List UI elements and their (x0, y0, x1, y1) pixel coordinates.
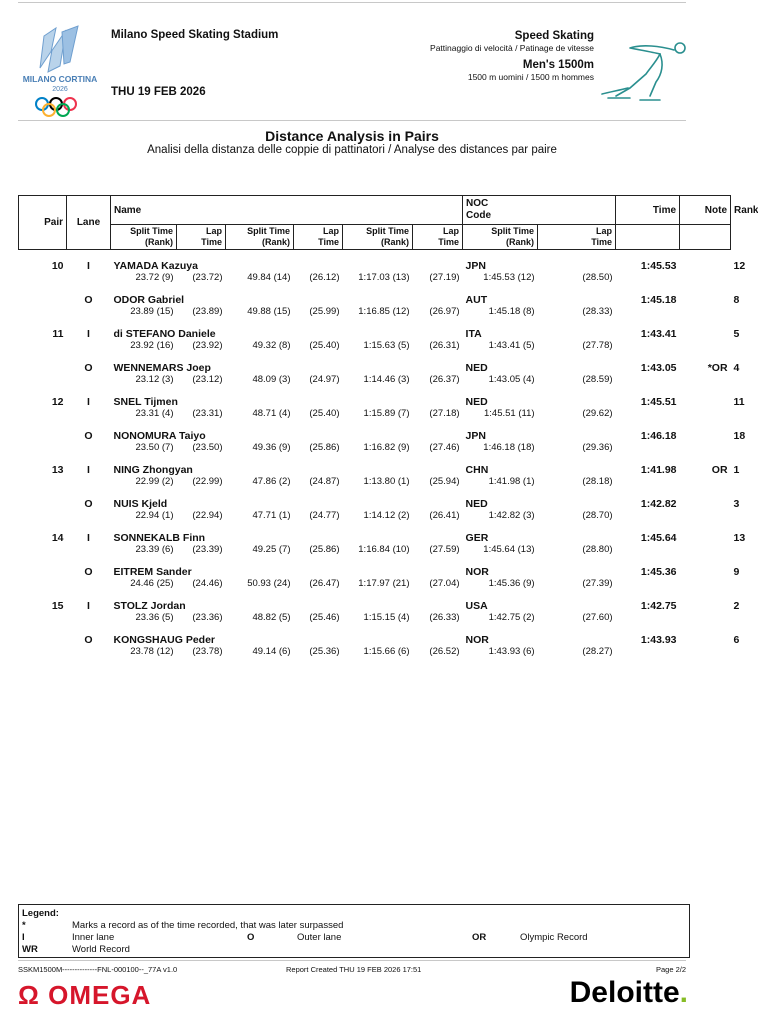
olympic-rings-icon (36, 98, 76, 116)
legend-text: Inner lane (72, 932, 115, 943)
lap-time-3: (26.33) (429, 612, 460, 623)
record-note (680, 596, 731, 612)
col-lap-2 (294, 225, 343, 250)
noc-code: ITA (465, 328, 482, 340)
lap-time-3: (27.18) (429, 408, 460, 419)
split-time-700m: 47.86 (2) (252, 476, 291, 487)
lane: I (87, 260, 90, 272)
col-split-1 (111, 225, 177, 250)
legend-text: Marks a record as of the time recorded, that was later surpassed (72, 920, 344, 931)
final-time: 1:46.18 (640, 430, 677, 442)
record-note (680, 256, 731, 272)
record-note (680, 494, 731, 510)
legend-title: Legend: (22, 908, 59, 919)
lap-time-1: (23.89) (192, 306, 223, 317)
report-subtitle: Analisi della distanza delle coppie di pattinatori / Analyse des distances par paire (147, 144, 557, 156)
lap-time-1: (23.31) (192, 408, 223, 419)
noc-code: NED (465, 362, 488, 374)
split-time-1100m: 1:17.03 (13) (358, 272, 410, 283)
results-table (18, 195, 758, 664)
col-lap-time-label: Time (591, 237, 613, 247)
split-time-1500m: 1:45.64 (13) (483, 544, 535, 555)
lap-time-1: (23.50) (192, 442, 223, 453)
record-note: OR (711, 464, 728, 476)
athlete-name: YAMADA Kazuya (113, 260, 198, 272)
lap-time-2: (25.86) (309, 544, 340, 555)
split-time-1100m: 1:15.15 (4) (363, 612, 410, 623)
split-time-300m: 23.72 (9) (135, 272, 174, 283)
pair-number (19, 494, 67, 510)
lane: O (84, 634, 93, 646)
lap-time-1: (24.46) (192, 578, 223, 589)
lap-time-2: (26.12) (309, 272, 340, 283)
split-time-1500m: 1:45.53 (12) (483, 272, 535, 283)
table-row: 15 I STOLZ Jordan USA 1:42.75 2 (19, 596, 731, 612)
lap-time-1: (22.94) (192, 510, 223, 521)
table-row: 11 I di STEFANO Daniele ITA 1:43.41 5 (19, 324, 731, 340)
final-time: 1:43.05 (640, 362, 677, 374)
col-lap-label: Lap (443, 226, 460, 236)
split-time-300m: 23.12 (3) (135, 374, 174, 385)
split-time-1500m: 1:42.75 (2) (488, 612, 535, 623)
split-time-700m: 49.14 (6) (252, 646, 291, 657)
split-time-700m: 50.93 (24) (247, 578, 291, 589)
athlete-name: STOLZ Jordan (113, 600, 186, 612)
col-split-2 (226, 225, 294, 250)
split-time-1100m: 1:16.85 (12) (358, 306, 410, 317)
lap-time-3: (26.41) (429, 510, 460, 521)
legend-symbol: * (22, 920, 26, 931)
final-time: 1:45.51 (640, 396, 677, 408)
split-time-300m: 24.46 (25) (130, 578, 174, 589)
split-time-1500m: 1:41.98 (1) (488, 476, 535, 487)
deloitte-dot: . (679, 976, 688, 1009)
lap-time-4: (28.27) (582, 646, 613, 657)
split-time-1500m: 1:43.41 (5) (488, 340, 535, 351)
lap-time-3: (26.52) (429, 646, 460, 657)
sport-title: Speed Skating (514, 30, 594, 42)
lap-time-4: (28.70) (582, 510, 613, 521)
split-time-1500m: 1:45.18 (8) (488, 306, 535, 317)
lane: O (84, 498, 93, 510)
table-row: 13 I NING Zhongyan CHN 1:41.98 OR 1 (19, 460, 731, 476)
lap-time-2: (25.46) (309, 612, 340, 623)
lap-time-2: (24.87) (309, 476, 340, 487)
split-time-1500m: 1:45.36 (9) (488, 578, 535, 589)
noc-code: JPN (465, 260, 486, 272)
col-lap-time-label: Time (318, 237, 339, 247)
pair-number: 11 (52, 328, 64, 340)
lap-time-1: (23.39) (192, 544, 223, 555)
lap-time-4: (29.62) (582, 408, 613, 419)
legend-symbol: WR (22, 944, 38, 955)
col-blank-note (616, 225, 680, 250)
noc-code: USA (465, 600, 488, 612)
record-note (680, 562, 731, 578)
lane: I (87, 328, 90, 340)
col-lap-label: Lap (322, 226, 339, 236)
col-lap-1 (177, 225, 226, 250)
col-lap-label: Lap (205, 226, 222, 236)
split-time-300m: 23.78 (12) (130, 646, 174, 657)
record-note: *OR (707, 362, 728, 374)
report-title: Distance Analysis in Pairs (265, 128, 439, 144)
lap-time-3: (27.59) (429, 544, 460, 555)
noc-code: GER (465, 532, 489, 544)
pair-number (19, 290, 67, 306)
split-time-700m: 49.25 (7) (252, 544, 291, 555)
col-blank-rank (680, 225, 731, 250)
athlete-name: EITREM Sander (113, 566, 192, 578)
noc-code: NOR (465, 634, 489, 646)
split-time-700m: 49.32 (8) (252, 340, 291, 351)
lane: I (87, 464, 90, 476)
split-time-700m: 48.82 (5) (252, 612, 291, 623)
event-info (430, 30, 594, 82)
noc-code: JPN (465, 430, 486, 442)
split-time-1100m: 1:15.66 (6) (363, 646, 410, 657)
table-row: O KONGSHAUG Peder NOR 1:43.93 6 (19, 630, 731, 646)
col-split-rank-label: (Rank) (380, 237, 409, 247)
col-lap-time-label: Time (438, 237, 460, 247)
lap-time-2: (26.47) (309, 578, 340, 589)
lap-time-1: (23.12) (192, 374, 223, 385)
legend-symbol: I (22, 932, 25, 943)
split-row (19, 442, 731, 460)
col-pair: Pair (19, 196, 67, 250)
footer-rule (18, 960, 686, 961)
logo-text: MILANO CORTINA (22, 74, 98, 84)
athlete-name: di STEFANO Daniele (113, 328, 216, 340)
split-row (19, 612, 731, 630)
split-time-1500m: 1:45.51 (11) (484, 408, 535, 419)
lap-time-3: (27.19) (429, 272, 460, 283)
lap-time-3: (26.37) (429, 374, 460, 385)
lap-time-4: (29.36) (582, 442, 613, 453)
table-row: O NONOMURA Taiyo JPN 1:46.18 18 (19, 426, 731, 442)
logo-mark (40, 26, 78, 72)
split-time-1500m: 1:43.93 (6) (488, 646, 535, 657)
lap-time-3: (26.31) (429, 340, 460, 351)
noc-code: CHN (465, 464, 489, 476)
omega-wordmark: OMEGA (48, 980, 152, 1010)
split-row (19, 340, 731, 358)
milano-cortina-logo (18, 22, 102, 118)
omega-logo (18, 980, 151, 1011)
final-time: 1:43.93 (640, 634, 677, 646)
split-time-700m: 48.09 (3) (252, 374, 291, 385)
lap-time-2: (25.40) (309, 340, 340, 351)
report-created: Report Created THU 19 FEB 2026 17:51 (286, 965, 422, 974)
col-split-3 (343, 225, 413, 250)
lane: O (84, 566, 93, 578)
lap-time-4: (28.18) (582, 476, 613, 487)
lane: I (87, 600, 90, 612)
pair-number (19, 562, 67, 578)
lane: O (84, 362, 93, 374)
col-lap-4 (538, 225, 616, 250)
col-split-rank-label: (Rank) (261, 237, 290, 247)
table-row: O WENNEMARS Joep NED 1:43.05 *OR 4 (19, 358, 731, 374)
legend-symbol: OR (472, 932, 487, 943)
split-time-300m: 23.36 (5) (135, 612, 174, 623)
deloitte-wordmark: Deloitte (569, 976, 680, 1009)
col-noc-line1: NOC (466, 198, 489, 209)
split-time-1100m: 1:17.97 (21) (358, 578, 410, 589)
split-row (19, 374, 731, 392)
col-lap-time-label: Time (201, 237, 222, 247)
lap-time-2: (25.36) (309, 646, 340, 657)
split-row (19, 408, 731, 426)
lap-time-4: (28.59) (582, 374, 613, 385)
col-split-label: Split Time (366, 226, 409, 236)
lap-time-2: (24.97) (309, 374, 340, 385)
lap-time-4: (27.60) (582, 612, 613, 623)
lap-time-4: (27.39) (582, 578, 613, 589)
col-lane: Lane (67, 196, 111, 250)
split-time-1100m: 1:14.12 (2) (363, 510, 410, 521)
page-number: Page 2/2 (655, 965, 686, 974)
col-split-label: Split Time (130, 226, 173, 236)
split-time-1100m: 1:14.46 (3) (363, 374, 410, 385)
col-time: Time (616, 196, 680, 225)
lap-time-1: (23.72) (192, 272, 223, 283)
final-time: 1:45.53 (640, 260, 677, 272)
document-code: SSKM1500M--------------FNL-000100--_77A v1.0 (18, 965, 178, 974)
pair-number: 14 (51, 532, 64, 544)
split-time-300m: 23.50 (7) (135, 442, 174, 453)
athlete-name: NING Zhongyan (113, 464, 193, 476)
split-time-700m: 47.71 (1) (252, 510, 291, 521)
lap-time-3: (27.04) (429, 578, 460, 589)
legend-text: Outer lane (297, 932, 342, 943)
split-row (19, 476, 731, 494)
lane: I (87, 396, 90, 408)
pair-number (19, 630, 67, 646)
athlete-name: NUIS Kjeld (113, 498, 168, 510)
split-time-300m: 23.89 (15) (130, 306, 174, 317)
split-row (19, 306, 731, 324)
col-lap-3 (413, 225, 463, 250)
results-body (19, 250, 746, 665)
lap-time-4: (28.80) (582, 544, 613, 555)
sport-subtitle: Pattinaggio di velocità / Patinage de vitesse (430, 43, 594, 53)
lap-time-1: (23.92) (192, 340, 223, 351)
split-time-700m: 49.88 (15) (247, 306, 291, 317)
lap-time-1: (23.36) (192, 612, 223, 623)
final-time: 1:41.98 (640, 464, 677, 476)
split-time-1100m: 1:15.63 (5) (363, 340, 410, 351)
pair-number (19, 426, 67, 442)
col-split-rank-label: (Rank) (144, 237, 173, 247)
athlete-name: WENNEMARS Joep (113, 362, 211, 374)
omega-symbol-icon: Ω (18, 980, 40, 1010)
athlete-name: SNEL Tijmen (113, 396, 178, 408)
split-row (19, 510, 731, 528)
lap-time-3: (27.46) (429, 442, 460, 453)
legend-text: Olympic Record (520, 932, 588, 943)
lap-time-2: (25.40) (309, 408, 340, 419)
record-note (680, 324, 731, 340)
lap-time-3: (26.97) (429, 306, 460, 317)
split-time-300m: 23.39 (6) (135, 544, 174, 555)
athlete-name: KONGSHAUG Peder (113, 634, 216, 646)
split-time-700m: 48.71 (4) (252, 408, 291, 419)
col-split-4 (463, 225, 538, 250)
pair-number: 13 (51, 464, 64, 476)
lane: I (87, 532, 90, 544)
event-date: THU 19 FEB 2026 (111, 86, 206, 98)
split-row (19, 272, 731, 290)
noc-code: AUT (465, 294, 488, 306)
header-rule (18, 120, 686, 121)
record-note (680, 630, 731, 646)
noc-code: NED (465, 396, 488, 408)
split-time-1500m: 1:43.05 (4) (488, 374, 535, 385)
split-time-300m: 23.31 (4) (135, 408, 174, 419)
event-title: Men's 1500m (522, 59, 594, 71)
pair-number: 15 (51, 600, 64, 612)
split-time-1500m: 1:42.82 (3) (488, 510, 535, 521)
split-time-300m: 22.99 (2) (135, 476, 174, 487)
lap-time-2: (25.86) (309, 442, 340, 453)
lap-time-1: (22.99) (192, 476, 223, 487)
lap-time-4: (28.50) (582, 272, 613, 283)
record-note (680, 290, 731, 306)
venue-name: Milano Speed Skating Stadium (111, 29, 279, 41)
split-row (19, 578, 731, 596)
col-lap-label: Lap (596, 226, 613, 236)
col-note: Note (680, 196, 731, 225)
col-split-rank-label: (Rank) (506, 237, 535, 247)
athlete-name: ODOR Gabriel (113, 294, 185, 306)
split-time-300m: 23.92 (16) (130, 340, 174, 351)
speed-skater-icon (600, 38, 690, 104)
athlete-name: SONNEKALB Finn (113, 532, 206, 544)
noc-code: NOR (465, 566, 489, 578)
split-time-700m: 49.36 (9) (252, 442, 291, 453)
record-note (680, 528, 731, 544)
deloitte-logo (570, 976, 688, 1010)
final-time: 1:45.64 (640, 532, 677, 544)
split-time-300m: 22.94 (1) (135, 510, 174, 521)
lap-time-1: (23.78) (192, 646, 223, 657)
table-header-row: Pair Lane Name NOC Code Time Note Rank (19, 196, 731, 225)
split-time-1100m: 1:15.89 (7) (363, 408, 410, 419)
lap-time-4: (28.33) (582, 306, 613, 317)
col-noc (463, 196, 616, 225)
event-subtitle: 1500 m uomini / 1500 m hommes (467, 72, 594, 82)
table-subheader-row (19, 225, 731, 250)
split-time-1500m: 1:46.18 (18) (483, 442, 535, 453)
table-row: O EITREM Sander NOR 1:45.36 9 (19, 562, 731, 578)
legend-text: World Record (72, 944, 130, 955)
legend-symbol: O (247, 932, 255, 943)
legend-box (18, 904, 690, 958)
table-row: 10 I YAMADA Kazuya JPN 1:45.53 12 (19, 256, 731, 272)
table-row: O NUIS Kjeld NED 1:42.82 3 (19, 494, 731, 510)
split-row (19, 646, 731, 664)
col-name: Name (111, 196, 463, 225)
split-time-1100m: 1:13.80 (1) (363, 476, 410, 487)
table-row: 14 I SONNEKALB Finn GER 1:45.64 13 (19, 528, 731, 544)
final-time: 1:43.41 (640, 328, 677, 340)
col-split-label: Split Time (247, 226, 290, 236)
noc-code: NED (465, 498, 488, 510)
lane: O (84, 430, 93, 442)
table-row: O ODOR Gabriel AUT 1:45.18 8 (19, 290, 731, 306)
lap-time-2: (24.77) (309, 510, 340, 521)
logo-year: 2026 (52, 86, 68, 93)
split-row (19, 544, 731, 562)
split-time-700m: 49.84 (14) (247, 272, 291, 283)
col-split-label: Split Time (491, 226, 535, 236)
lap-time-4: (27.78) (582, 340, 613, 351)
final-time: 1:45.18 (640, 294, 677, 306)
lane: O (84, 294, 93, 306)
pair-number (19, 358, 67, 374)
table-row: 12 I SNEL Tijmen NED 1:45.51 11 (19, 392, 731, 408)
record-note (680, 426, 731, 442)
final-time: 1:42.75 (640, 600, 677, 612)
athlete-name: NONOMURA Taiyo (113, 430, 206, 442)
record-note (680, 392, 731, 408)
lap-time-2: (25.99) (309, 306, 340, 317)
split-time-1100m: 1:16.84 (10) (358, 544, 410, 555)
col-noc-line2: Code (466, 210, 492, 221)
pair-number: 12 (51, 396, 64, 408)
split-time-1100m: 1:16.82 (9) (363, 442, 410, 453)
top-rule (18, 2, 686, 3)
final-time: 1:45.36 (640, 566, 677, 578)
pair-number: 10 (51, 260, 64, 272)
lap-time-3: (25.94) (429, 476, 460, 487)
final-time: 1:42.82 (640, 498, 677, 510)
